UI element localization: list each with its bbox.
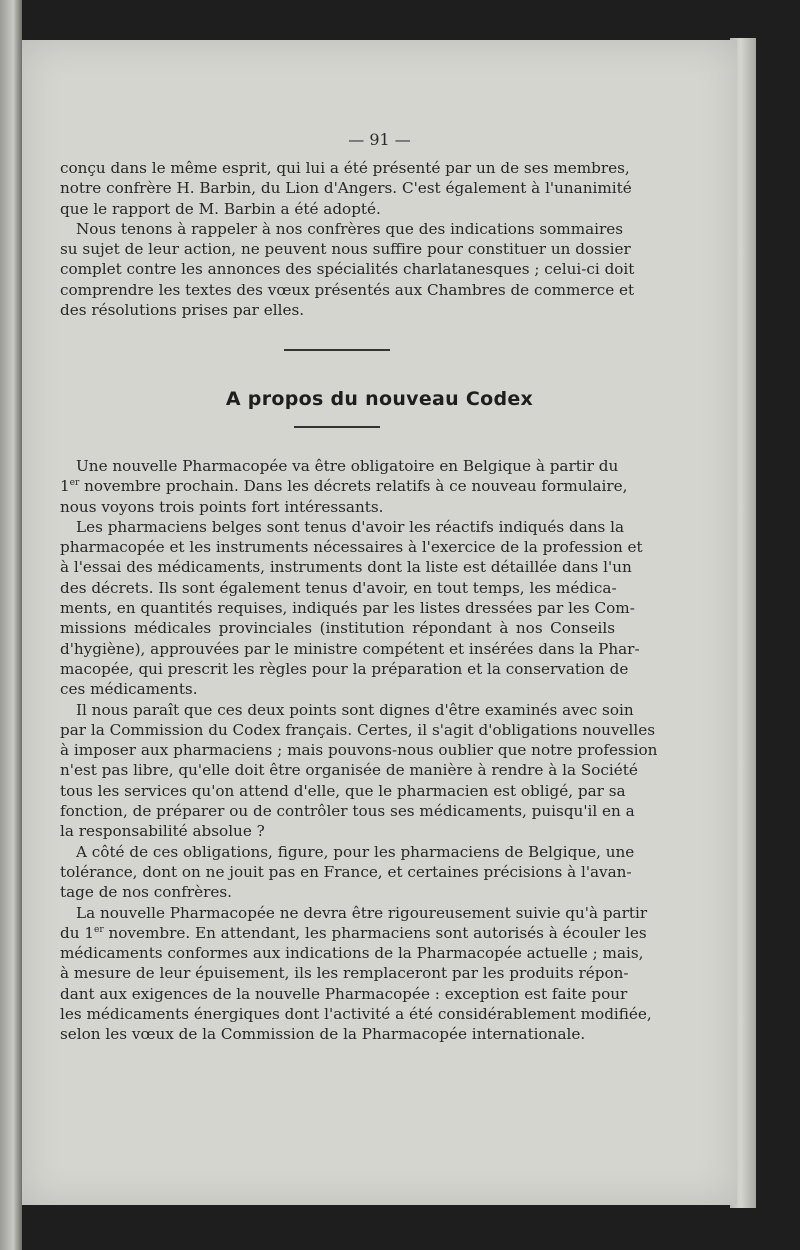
text-line <box>60 923 647 943</box>
text-line: la responsabilité absolue ? <box>60 822 265 841</box>
text-line: à l'essai des médicaments, instruments dont la liste est détaillée dans l'un <box>60 558 632 577</box>
text-line: missions médicales provinciales (institution répondant à nos Conseils <box>60 619 615 638</box>
text-line: pharmacopée et les instruments nécessaires à l'exercice de la profession et <box>60 538 643 557</box>
text-line: d'hygiène), approuvées par le ministre compétent et insérées dans la Phar- <box>60 639 640 658</box>
text-line: notre confrère H. Barbin, du Lion d'Angers. C'est également à l'unanimité <box>60 179 632 198</box>
text-line: fonction, de préparer ou de contrôler tous ses médicaments, puisqu'il en a <box>60 802 635 821</box>
text-line: médicaments conformes aux indications de la Pharmacopée actuelle ; mais, <box>60 944 644 963</box>
adjacent-page-edge <box>0 0 22 1250</box>
text-line: Il nous paraît que ces deux points sont dignes d'être examinés avec soin <box>76 700 634 719</box>
text-line: ces médicaments. <box>60 680 198 699</box>
line-prefix: du 1 <box>60 923 94 942</box>
ordinal-superscript: er <box>69 478 80 489</box>
text-line: tous les services qu'on attend d'elle, que le pharmacien est obligé, par sa <box>60 781 626 800</box>
paragraph-block-top <box>60 158 635 320</box>
text-line: des résolutions prises par elles. <box>60 301 305 320</box>
text-line: Les pharmaciens belges sont tenus d'avoir les réactifs indiqués dans la <box>76 517 625 536</box>
text-line: dant aux exigences de la nouvelle Pharmacopée : exception est faite pour <box>60 984 628 1003</box>
text-line: n'est pas libre, qu'elle doit être organisée de manière à rendre à la Société <box>60 761 638 780</box>
text-line: conçu dans le même esprit, qui lui a été présenté par un de ses membres, <box>60 159 630 177</box>
page-number: — 91 — <box>348 130 411 149</box>
text-line: les médicaments énergiques dont l'activité a été considérablement modifiée, <box>60 1005 652 1024</box>
text-line: que le rapport de M. Barbin a été adopté. <box>60 199 381 218</box>
text-line: par la Commission du Codex français. Certes, il s'agit d'obligations nouvelles <box>60 720 656 739</box>
text-line: tolérance, dont on ne jouit pas en France, et certaines précisions à l'avan- <box>60 862 632 881</box>
text-line: nous voyons trois points fort intéressants. <box>60 497 384 516</box>
text-line: des décrets. Ils sont également tenus d'avoir, en tout temps, les médica- <box>60 578 617 597</box>
text-line: ments, en quantités requises, indiqués par les listes dressées par les Com- <box>60 599 635 618</box>
text-line: su sujet de leur action, ne peuvent nous suffire pour constituer un dossier <box>60 240 631 259</box>
text-line: complet contre les annonces des spécialités charlatanesques ; celui-ci doit <box>60 260 635 279</box>
text-line: à mesure de leur épuisement, ils les remplaceront par les produits répon- <box>60 964 629 983</box>
line-prefix: 1 <box>60 477 70 496</box>
section-divider <box>284 349 390 351</box>
text-line: comprendre les textes des vœux présentés aux Chambres de commerce et <box>60 280 635 299</box>
article-body <box>60 456 658 1045</box>
text-line: à imposer aux pharmaciens ; mais pouvons-nous oublier que notre profession <box>60 741 658 760</box>
ordinal-superscript: er <box>94 924 104 935</box>
text-line: tage de nos confrères. <box>60 883 232 902</box>
text-line: selon les vœux de la Commission de la Pharmacopée internationale. <box>60 1025 586 1044</box>
document-page <box>22 40 737 1205</box>
text-line: A côté de ces obligations, figure, pour les pharmaciens de Belgique, une <box>76 842 635 861</box>
line-text: novembre prochain. Dans les décrets relatifs à ce nouveau formulaire, <box>79 477 628 496</box>
section-heading: A propos du nouveau Codex <box>225 388 534 410</box>
line-text: novembre. En attendant, les pharmaciens sont autorisés à écouler les <box>103 923 647 942</box>
heading-underline <box>294 426 380 428</box>
text-line: macopée, qui prescrit les règles pour la préparation et la conservation de <box>60 659 629 678</box>
text-line <box>60 476 628 496</box>
text-line: Nous tenons à rappeler à nos confrères que des indications sommaires <box>76 219 624 238</box>
text-line: Une nouvelle Pharmacopée va être obligatoire en Belgique à partir du <box>76 457 619 475</box>
text-line: La nouvelle Pharmacopée ne devra être rigoureusement suivie qu'à partir <box>76 903 648 922</box>
